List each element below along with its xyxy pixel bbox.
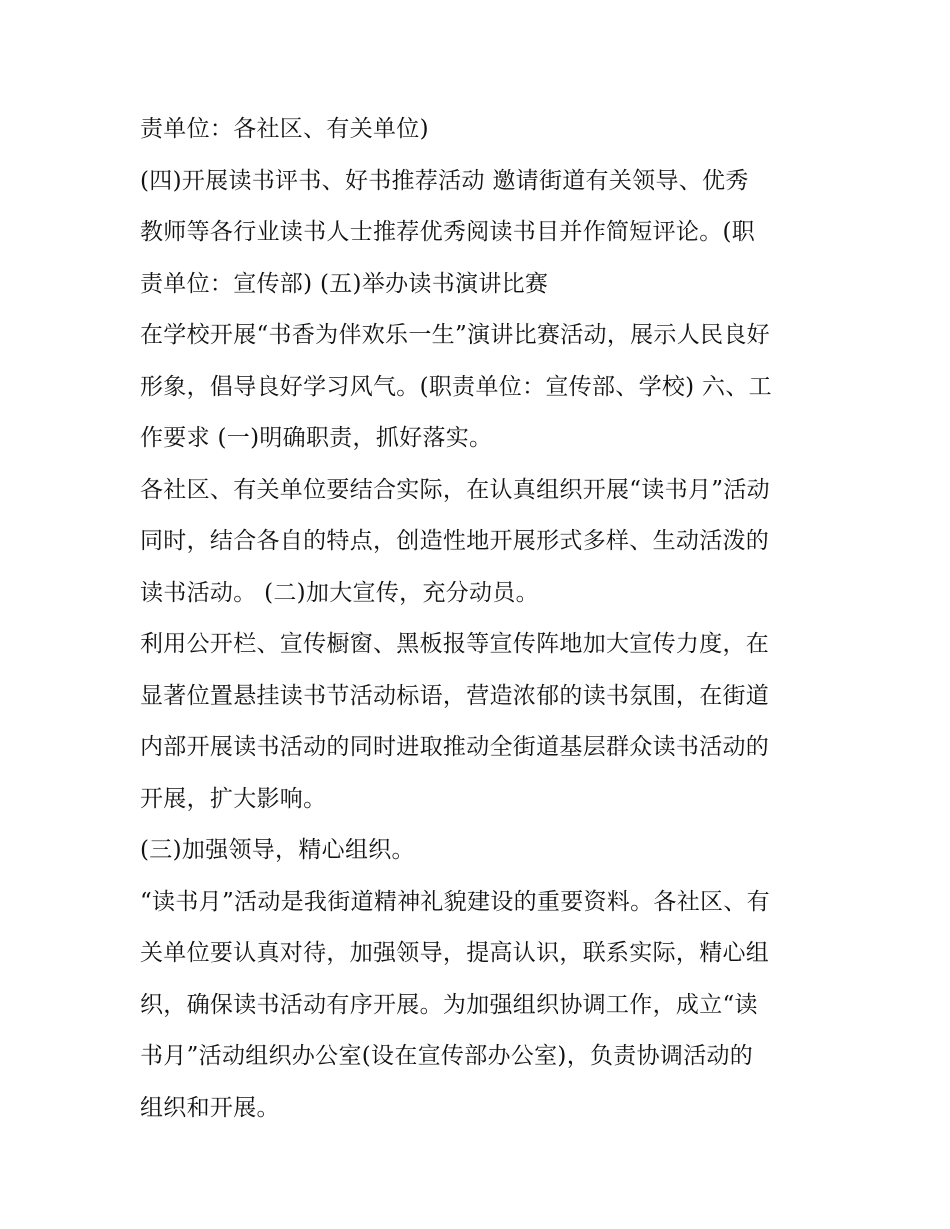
text-line: 利用公开栏、宣传橱窗、黑板报等宣传阵地加大宣传力度，在 bbox=[140, 631, 770, 657]
text-line: 织，确保读书活动有序开展。为加强组织协调工作，成立“读 bbox=[140, 991, 758, 1018]
text-line: (四)开展读书评书、好书推荐活动 邀请街道有关领导、优秀 bbox=[140, 167, 749, 194]
text-line: 各社区、有关单位要结合实际，在认真组织开展“读书月”活动 bbox=[140, 476, 770, 503]
text-line: 在学校开展“书香为伴欢乐一生”演讲比赛活动，展示人民良好 bbox=[140, 322, 770, 348]
text-line: 同时，结合各自的特点，创造性地开展形式多样、生动活泼的 bbox=[140, 528, 770, 554]
text-line: “读书月”活动是我街道精神礼貌建设的重要资料。各社区、有 bbox=[140, 888, 770, 915]
text-line: 形象，倡导良好学习风气。(职责单位：宣传部、学校) 六、工 bbox=[140, 373, 772, 400]
text-line: 关单位要认真对待，加强领导，提高认识，联系实际，精心组 bbox=[140, 940, 770, 966]
text-line: 开展，扩大影响。 bbox=[140, 785, 327, 812]
document-body bbox=[140, 104, 820, 1134]
text-line: 责单位：宣传部) (五)举办读书演讲比赛 bbox=[140, 270, 549, 297]
text-line: 责单位：各社区、有关单位) bbox=[140, 116, 429, 142]
text-line: (三)加强领导，精心组织。 bbox=[140, 837, 415, 863]
text-line: 读书活动。 (二)加大宣传，充分动员。 bbox=[140, 579, 539, 606]
text-line: 组织和开展。 bbox=[140, 1094, 280, 1121]
text-line: 教师等各行业读书人士推荐优秀阅读书目并作简短评论。(职 bbox=[140, 219, 756, 245]
text-line: 显著位置悬挂读书节活动标语，营造浓郁的读书氛围，在街道 bbox=[140, 682, 770, 709]
text-line: 内部开展读书活动的同时进取推动全街道基层群众读书活动的 bbox=[140, 734, 770, 760]
text-line: 作要求 (一)明确职责，抓好落实。 bbox=[140, 425, 493, 451]
text-line: 书月”活动组织办公室(设在宣传部办公室)，负责协调活动的 bbox=[140, 1043, 754, 1069]
